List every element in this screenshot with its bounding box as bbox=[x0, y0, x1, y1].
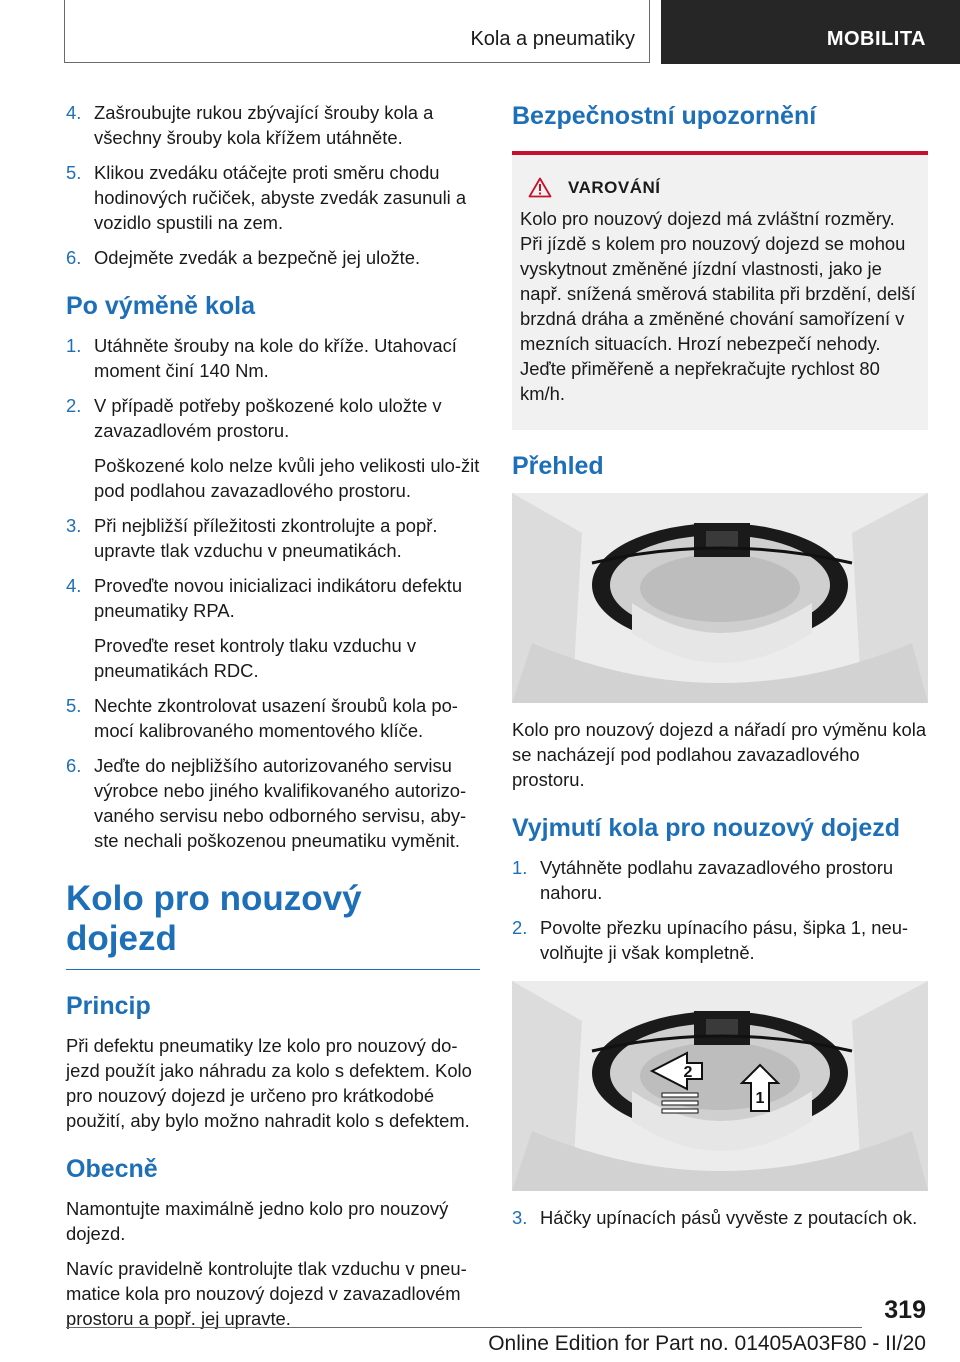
step-note: Poškozené kolo nelze kvůli jeho velikosti ulo-žit pod podlahou zavazadlového prostoru. bbox=[94, 455, 480, 501]
list-item bbox=[66, 573, 480, 623]
section-heading: Vyjmutí kola pro nouzový dojezd bbox=[512, 814, 901, 842]
step-number: 5. bbox=[66, 162, 82, 183]
chapter-title: MOBILITA bbox=[826, 28, 926, 50]
step-text: Vytáhněte podlahu zavazadlového prostoru nahoru. bbox=[540, 857, 894, 903]
step-number: 2. bbox=[512, 917, 528, 938]
list-item bbox=[512, 855, 928, 905]
step-text: Odejměte zvedák a bezpečně jej uložte. bbox=[94, 247, 421, 268]
step-number: 1. bbox=[66, 335, 82, 356]
section-heading: Bezpečnostní upozornění bbox=[512, 102, 817, 130]
paragraph: Kolo pro nouzový dojezd a nářadí pro výměnu kola se nacházejí pod podlahou zavazadlového prostoru. bbox=[512, 719, 927, 790]
paragraph: Navíc pravidelně kontrolujte tlak vzduchu v pneu-matice kola pro nouzový dojezd v zavazadlovém prostoru a popř. jej upravte. bbox=[66, 1258, 467, 1329]
footer-divider bbox=[66, 1327, 862, 1328]
step-text: Háčky upínacích pásů vyvěste z poutacích ok. bbox=[540, 1207, 918, 1228]
page-number: 319 bbox=[884, 1296, 926, 1324]
step-text: Povolte přezku upínacího pásu, šipka 1, neu-volňujte ji však kompletně. bbox=[540, 917, 909, 963]
list-item bbox=[66, 753, 480, 853]
paragraph: Při defektu pneumatiky lze kolo pro nouzový do-jezd použít jako náhradu za kolo s defektem. Kolo pro nouzový dojezd je určeno pro krátkodobé použití, aby bylo možno nahradit kolo s defektem. bbox=[66, 1035, 472, 1131]
step-number: 3. bbox=[66, 515, 82, 536]
section-tab bbox=[64, 0, 650, 63]
list-item bbox=[66, 693, 480, 743]
step-number: 6. bbox=[66, 755, 82, 776]
chapter-heading: Kolo pro nouzový dojezd bbox=[66, 879, 480, 970]
arrow-1-label: 1 bbox=[755, 1090, 765, 1107]
list-item bbox=[512, 1205, 928, 1230]
step-note: Proveďte reset kontroly tlaku vzduchu v pneumatikách RDC. bbox=[94, 635, 417, 681]
list-item bbox=[66, 393, 480, 443]
arrow-2-label: 2 bbox=[683, 1064, 693, 1081]
warning-label: VAROVÁNÍ bbox=[568, 177, 661, 197]
paragraph: Namontujte maximálně jedno kolo pro nouzový dojezd. bbox=[66, 1198, 449, 1244]
step-number: 2. bbox=[66, 395, 82, 416]
left-column bbox=[66, 100, 480, 1341]
section-heading: Po výměně kola bbox=[66, 292, 255, 320]
step-number: 5. bbox=[66, 695, 82, 716]
list-item bbox=[66, 513, 480, 563]
edition-text: Online Edition for Part no. 01405A03F80 - II/20 bbox=[488, 1332, 926, 1355]
list-item bbox=[66, 245, 480, 270]
step-text: Nechte zkontrolovat usazení šroubů kola po-mocí kalibrovaného momentového klíče. bbox=[94, 695, 458, 741]
warning-triangle-icon bbox=[528, 177, 552, 198]
step-text: Při nejbližší příležitosti zkontrolujte a popř. upravte tlak vzduchu v pneumatikách. bbox=[94, 515, 438, 561]
right-column bbox=[512, 100, 928, 1240]
section-heading: Princip bbox=[66, 992, 151, 1020]
step-text: Jeďte do nejbližšího autorizovaného servisu výrobce nebo jiného kvalifikovaného autorizo-vaného servisu nebo odborného servisu, aby-ste nechali poškozenou pneumatiku vyměnit. bbox=[94, 755, 467, 851]
strap-release-photo bbox=[512, 981, 928, 1191]
chapter-tab bbox=[661, 0, 960, 64]
step-number: 3. bbox=[512, 1207, 528, 1228]
step-text: Zašroubujte rukou zbývající šrouby kola a všechny šrouby kola křížem utáhněte. bbox=[94, 102, 434, 148]
section-heading: Přehled bbox=[512, 452, 604, 480]
spare-wheel-photo bbox=[512, 493, 928, 703]
step-number: 1. bbox=[512, 857, 528, 878]
step-number: 4. bbox=[66, 102, 82, 123]
section-heading: Obecně bbox=[66, 1155, 158, 1183]
warning-title bbox=[520, 177, 920, 198]
step-number: 6. bbox=[66, 247, 82, 268]
list-item bbox=[66, 100, 480, 150]
step-text: Utáhněte šrouby na kole do kříže. Utahovací moment činí 140 Nm. bbox=[94, 335, 457, 381]
list-item bbox=[66, 333, 480, 383]
section-title: Kola a pneumatiky bbox=[470, 28, 635, 50]
warning-box bbox=[512, 151, 928, 430]
page-header bbox=[0, 0, 960, 66]
warning-text: Kolo pro nouzový dojezd má zvláštní rozměry. Při jízdě s kolem pro nouzový dojezd se mohou vyskytnout změněné jízdní vlastnosti, jako je např. snížená směrová stabilita při brzdění, delší brzdná dráha a změněné chování samořízení v mezních situacích. Hrozí nebezpečí nehody. Jeďte přiměřeně a nepřekračujte rychlost 80 km/h. bbox=[520, 208, 916, 404]
step-text: Proveďte novou inicializaci indikátoru defektu pneumatiky RPA. bbox=[94, 575, 463, 621]
list-item bbox=[66, 160, 480, 235]
step-text: Klikou zvedáku otáčejte proti směru chodu hodinových ručiček, abyste zvedák zasunuli a vozidlo spustili na zem. bbox=[94, 162, 467, 233]
step-text: V případě potřeby poškozené kolo uložte v zavazadlovém prostoru. bbox=[94, 395, 442, 441]
step-number: 4. bbox=[66, 575, 82, 596]
list-item bbox=[512, 915, 928, 965]
